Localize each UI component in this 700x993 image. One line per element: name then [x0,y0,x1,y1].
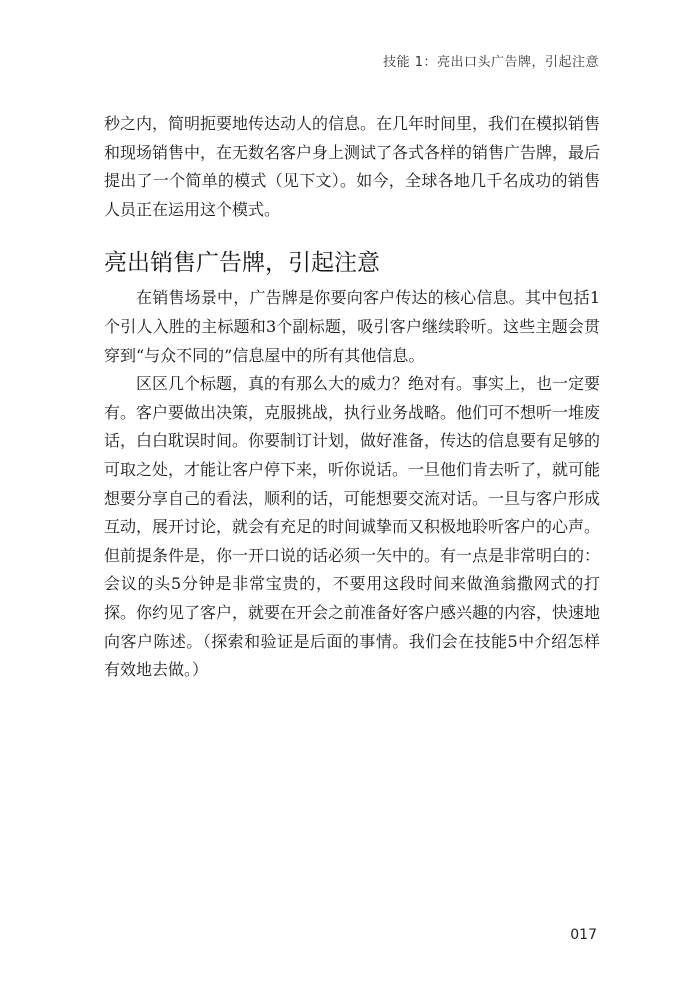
section-heading: 亮出销售广告牌，引起注意 [104,250,380,277]
paragraph-2: 区区几个标题，真的有那么大的威力？绝对有。事实上，也一定要有。客户要做出决策，克服挑战，执行业务战略。他们可不想听一堆废话，白白耽误时间。你要制订计划，做好准备，传达的信息要有足够的可取之处，才能让客户停下来，听你说话。一旦他们肯去听了，就可能想要分享自己的看法，顺利的话，可能想要交流对话。一旦与客户形成互动，展开讨论，就会有充足的时间诚挚而又积极地聆听客户的心声。但前提条件是，你一开口说的话必须一矢中的。有一点是非常明白的：会议的头5分钟是非常宝贵的，不要用这段时间来做渔翁撒网式的打探。你约见了客户，就要在开会之前准备好客户感兴趣的内容，快速地向客户陈述。（探索和验证是后面的事情。我们会在技能5中介绍怎样有效地去做。） [104,374,601,680]
page-number: 017 [570,927,597,943]
running-header: 技能 1：亮出口头广告牌，引起注意 [383,55,599,70]
paragraph-1: 在销售场景中，广告牌是你要向客户传达的核心信息。其中包括1个引人入胜的主标题和3个副标题，吸引客户继续聆听。这些主题会贯穿到“与众不同的”信息屋中的所有其他信息。 [104,288,600,365]
page-body [104,110,600,685]
paragraph-continued: 秒之内，简明扼要地传达动人的信息。在几年时间里，我们在模拟销售和现场销售中，在无数名客户身上测试了各式各样的销售广告牌，最后提出了一个简单的模式（见下文）。如今，全球各地几千名成功的销售人员正在运用这个模式。 [104,114,601,219]
